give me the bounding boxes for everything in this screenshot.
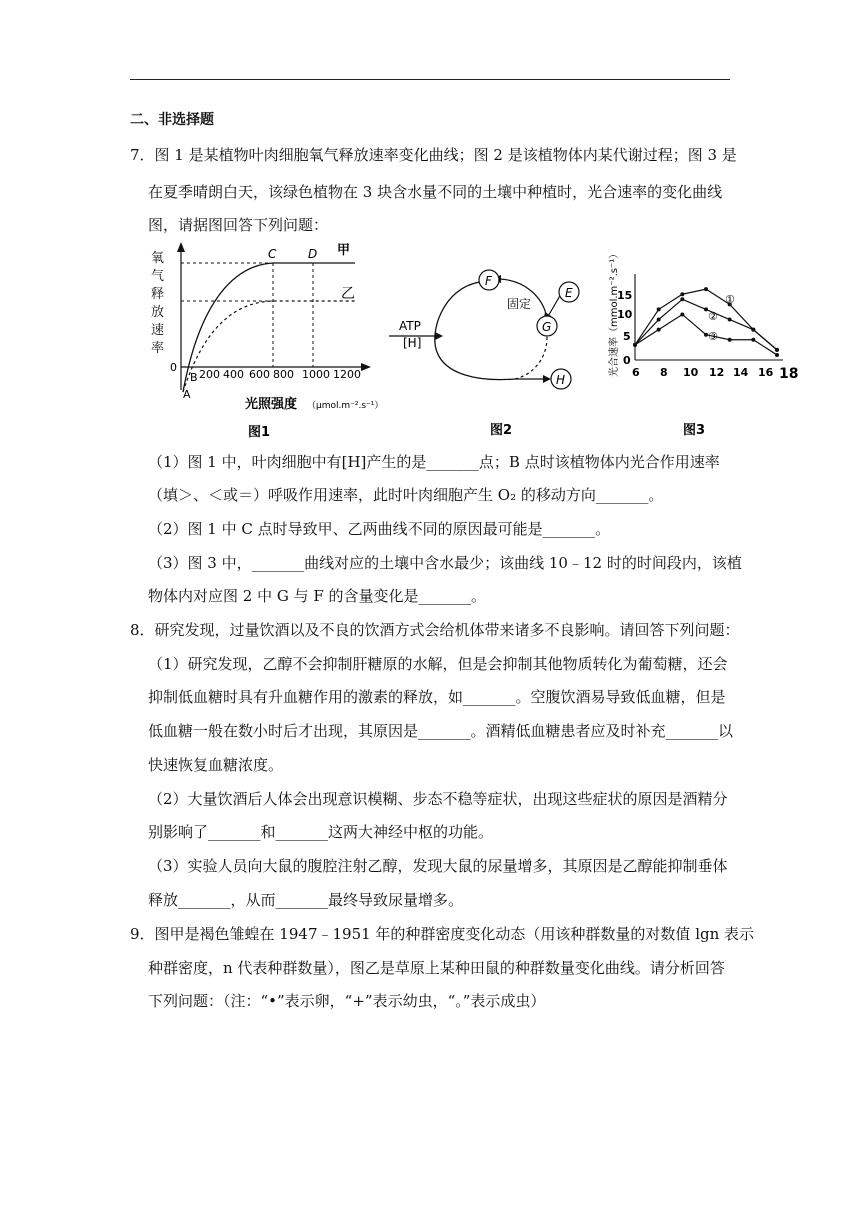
fig1-xtick-600: 600	[249, 368, 270, 381]
fig1-point-d: D	[308, 247, 318, 261]
fig3-series-label-3: ③	[708, 330, 718, 343]
fig3-point-s3-14	[728, 338, 732, 342]
fig1-point-a: A	[183, 388, 191, 401]
fig3-ytick-15: 15	[617, 289, 633, 302]
fig2-fix-label: 固定	[507, 297, 532, 311]
fig1-point-b: B	[190, 371, 198, 384]
q7-sub-3a: （3）图 3 中，_______曲线对应的土壤中含水最少；该曲线 10﹣12 时的时间段内，该植	[148, 554, 742, 572]
fig3-point-s1-8	[657, 307, 661, 311]
fig3-point-s1-12	[704, 287, 708, 291]
fig2-h-input: [H]	[403, 336, 422, 350]
fig3-point-s2-14	[728, 318, 732, 322]
fig3-point-s3-18	[775, 353, 779, 357]
fig3-xtick-16: 16	[758, 366, 774, 379]
fig1-label-jia: 甲	[337, 243, 351, 258]
fig1-xtick-200: 200	[199, 368, 220, 381]
fig3-point-s2-16	[751, 328, 755, 332]
fig3-xtick-18: 18	[779, 366, 799, 382]
q8-line-8: （3）实验人员向大鼠的腹腔注射乙醇，发现大鼠的尿量增多，其原因是乙醇能抑制垂体	[148, 857, 728, 875]
q8-line-9: 释放_______，从而_______最终导致尿量增多。	[148, 891, 464, 909]
fig1-label-yi: 乙	[341, 286, 355, 302]
fig2-node-g: G	[542, 320, 552, 334]
fig3-xtick-6: 6	[632, 366, 640, 379]
q8-line-4: 低血糖一般在数小时后才出现，其原因是_______。酒精低血糖患者应及时补充_______以	[148, 722, 734, 740]
section-title: 二、非选择题	[130, 112, 214, 128]
fig1-xtick-400: 400	[223, 368, 244, 381]
fig3-point-s3-16	[751, 338, 755, 342]
fig3-point-s2-10	[680, 297, 684, 301]
fig3-point-s2-8	[657, 318, 661, 322]
fig1-point-c: C	[268, 247, 277, 261]
fig3-ytick-10: 10	[617, 308, 633, 321]
fig3-ylabel: 光合速率（mmol.m⁻².s⁻¹）	[609, 248, 620, 377]
fig1-xtick-1200: 1200	[333, 368, 361, 381]
fig1-ylabel-2: 气	[151, 269, 165, 284]
fig1-ylabel-1: 氧	[151, 251, 165, 266]
fig3-ytick-5: 5	[623, 330, 631, 343]
fig3-plot-area	[633, 287, 779, 357]
figure-2	[385, 262, 595, 438]
fig3-series-label-2: ②	[708, 310, 718, 323]
fig1-ylabel-4: 放	[151, 305, 165, 320]
q7-line-2: 在夏季晴朗白天，该绿色植物在 3 块含水量不同的土壤中种植时，光合速率的变化曲线	[148, 183, 723, 201]
fig3-series-line-2	[635, 299, 777, 350]
fig3-xtick-10: 10	[683, 366, 699, 379]
fig1-ylabel-5: 速	[151, 323, 165, 338]
fig1-xlabel: 光照强度	[245, 397, 298, 412]
q8-line-6: （2）大量饮酒后人体会出现意识模糊、步态不稳等症状，出现这些症状的原因是酒精分	[148, 790, 728, 808]
q7-sub-1a: （1）图 1 中，叶肉细胞中有[H]产生的是_______点；B 点时该植物体内光合作用速率	[148, 453, 720, 471]
fig3-xtick-14: 14	[733, 366, 749, 379]
fig1-caption: 图1	[248, 425, 271, 440]
header-rule	[130, 79, 730, 80]
fig3-xtick-12: 12	[709, 366, 725, 379]
q7-line-1: 7．图 1 是某植物叶肉细胞氧气释放速率变化曲线；图 2 是该植物体内某代谢过程；图 3 是	[130, 146, 737, 164]
fig2-node-e: E	[565, 286, 573, 300]
fig3-point-s3-10	[680, 312, 684, 316]
fig1-origin: 0	[170, 361, 177, 374]
q9-line-3: 下列问题：（注：“•”表示卵，“+”表示幼虫，“。”表示成虫）	[148, 992, 546, 1010]
q7-line-3: 图，请据图回答下列问题：	[148, 216, 329, 234]
fig2-caption: 图2	[490, 423, 513, 438]
q7-sub-2: （2）图 1 中 C 点时导致甲、乙两曲线不同的原因最可能是_______。	[148, 520, 611, 538]
q8-line-5: 快速恢复血糖浓度。	[148, 756, 284, 774]
q7-sub-3b: 物体内对应图 2 中 G 与 F 的含量变化是_______。	[148, 587, 487, 605]
fig3-point-s2-18	[775, 348, 779, 352]
fig3-caption: 图3	[683, 423, 706, 438]
fig3-series-label-1: ①	[725, 293, 735, 306]
fig3-point-s1-10	[680, 292, 684, 296]
q8-line-1: 8．研究发现，过量饮酒以及不良的饮酒方式会给机体带来诸多不良影响。请回答下列问题：	[130, 621, 740, 639]
q8-line-2: （1）研究发现，乙醇不会抑制肝糖原的水解，但是会抑制其他物质转化为葡萄糖，还会	[148, 655, 728, 673]
fig1-xunit: （μmol.m⁻².s⁻¹）	[307, 401, 384, 411]
figure-1	[145, 240, 384, 440]
q9-line-2: 种群密度，n 代表种群数量），图乙是草原上某种田鼠的种群数量变化曲线。请分析回答	[148, 959, 725, 977]
fig3-point-s3-6	[633, 343, 637, 347]
q8-line-7: 别影响了_______和_______这两大神经中枢的功能。	[148, 823, 494, 841]
fig1-xtick-1000: 1000	[302, 368, 330, 381]
fig3-xtick-8: 8	[660, 366, 668, 379]
fig2-node-f: F	[485, 274, 492, 288]
figure-3	[603, 248, 808, 438]
fig3-ytick-0: 0	[623, 354, 631, 367]
q7-sub-1b: （填＞、＜或＝）呼吸作用速率，此时叶肉细胞产生 O₂ 的移动方向_______。	[148, 486, 664, 504]
fig1-ylabel-3: 释	[151, 287, 165, 302]
fig3-point-s3-8	[657, 328, 661, 332]
q8-line-3: 抑制低血糖时具有升血糖作用的激素的释放，如_______。空腹饮酒易导致低血糖，但是	[148, 688, 726, 706]
q9-line-1: 9．图甲是褐色雏蝗在 1947﹣1951 年的种群密度变化动态（用该种群数量的对数值 lgn 表示	[130, 925, 755, 943]
fig1-ylabel-6: 率	[151, 341, 165, 356]
fig1-xtick-800: 800	[273, 368, 294, 381]
fig2-atp: ATP	[399, 319, 421, 333]
fig2-node-h: H	[556, 373, 566, 387]
